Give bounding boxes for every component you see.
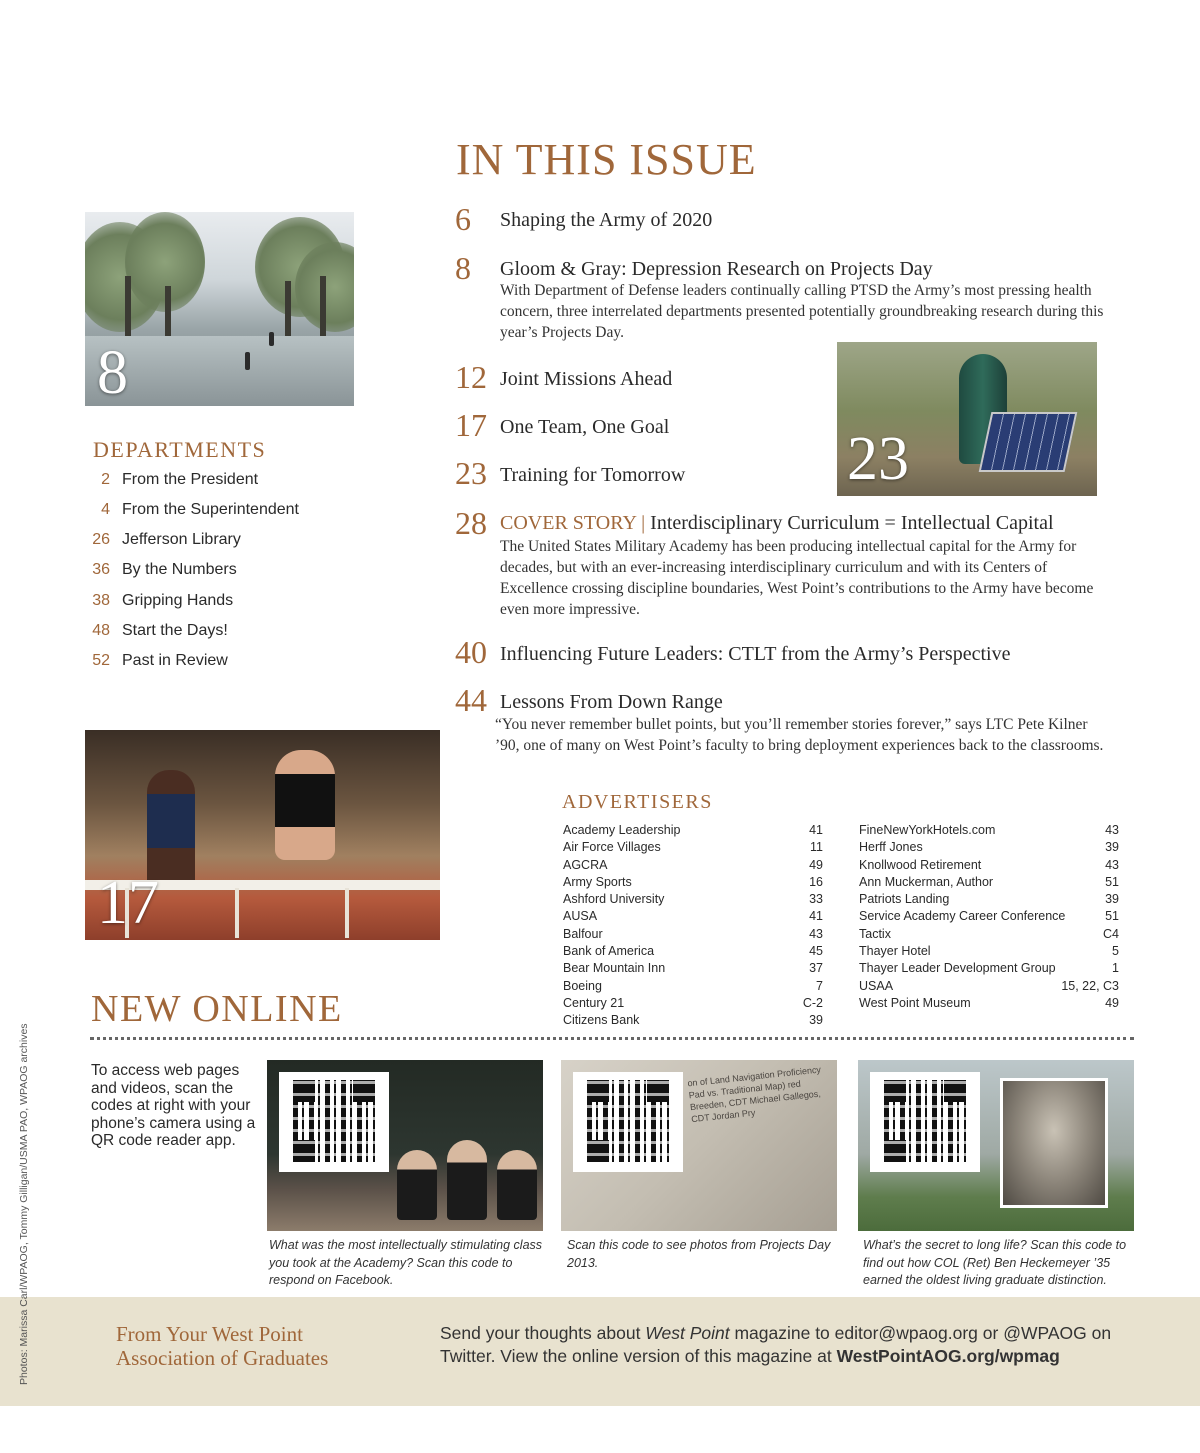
- department-label: Gripping Hands: [122, 592, 234, 609]
- advertiser-name: Boeing: [563, 978, 602, 993]
- qr-code-frame[interactable]: [573, 1072, 683, 1172]
- department-page: 38: [92, 592, 110, 609]
- story-item-cover[interactable]: [455, 507, 1115, 622]
- advertiser-name: Thayer Leader Development Group: [859, 961, 1056, 976]
- new-online-heading: NEW ONLINE: [91, 988, 343, 1030]
- advertiser-name: Army Sports: [563, 874, 632, 889]
- story-title: One Team, One Goal: [500, 416, 670, 438]
- footer-text: magazine to editor@wpaog.org or @WPAOG on Twitter. View the online version of this magazine at: [440, 1323, 1112, 1366]
- photo-page-number: 17: [97, 869, 159, 937]
- advertiser-name: Ann Muckerman, Author: [859, 874, 994, 889]
- advertiser-name: Bank of America: [563, 944, 655, 959]
- hurdle-leg: [345, 888, 349, 938]
- advertiser-page: 15, 22, C3: [1061, 978, 1119, 993]
- advertiser-row[interactable]: [859, 875, 1119, 892]
- advertiser-name: USAA: [859, 978, 894, 993]
- advertiser-row[interactable]: [563, 909, 823, 926]
- advertiser-name: Service Academy Career Conference: [859, 909, 1066, 924]
- advertiser-row[interactable]: [563, 892, 823, 909]
- advertiser-page: 49: [809, 857, 823, 872]
- story-title: Lessons From Down Range: [500, 691, 723, 713]
- story-title: Gloom & Gray: Depression Research on Projects Day: [500, 258, 933, 280]
- advertiser-row[interactable]: [563, 823, 823, 840]
- cadets-figure: [387, 1120, 537, 1220]
- story-page: 23: [455, 455, 487, 491]
- advertiser-row[interactable]: [859, 840, 1119, 857]
- advertiser-page: 33: [809, 892, 823, 907]
- photo-credit: Photos: Marissa Carl/WPAOG, Tommy Gilligan/USMA PAO, WPAOG archives: [18, 1023, 30, 1385]
- advertiser-row[interactable]: [859, 996, 1119, 1013]
- poster-text: on of Land Navigation Proficiency Pad vs. Traditional Map) red Breeden, CDT Michael Gallegos, CDT Jordan Pry: [686, 1064, 822, 1125]
- advertiser-page: 39: [809, 1013, 823, 1028]
- story-item[interactable]: [455, 409, 835, 449]
- photo-hurdlers: [85, 730, 440, 940]
- photo-solar-statue: [837, 342, 1097, 496]
- photo-page-number: 23: [847, 425, 909, 493]
- advertiser-name: Thayer Hotel: [859, 944, 931, 959]
- advertiser-name: Tactix: [859, 926, 891, 941]
- story-page: 8: [455, 250, 471, 286]
- advertiser-page: 37: [809, 961, 823, 976]
- advertiser-page: 43: [1105, 823, 1119, 837]
- advertiser-name: Ashford University: [563, 892, 665, 907]
- advertiser-page: 43: [1105, 857, 1119, 872]
- footer-url-link[interactable]: WestPointAOG.org/wpmag: [836, 1346, 1060, 1366]
- department-page: 26: [92, 531, 110, 548]
- department-label: From the President: [122, 471, 259, 488]
- advertiser-page: 7: [816, 978, 823, 993]
- qr-code-icon[interactable]: [884, 1080, 966, 1162]
- footer-line: Association of Graduates: [116, 1346, 329, 1370]
- department-item[interactable]: [85, 501, 345, 523]
- advertiser-name: Herff Jones: [859, 840, 923, 855]
- department-label: From the Superintendent: [122, 501, 299, 518]
- story-item[interactable]: [455, 457, 835, 497]
- department-page: 48: [92, 622, 110, 639]
- advertiser-page: 45: [809, 944, 823, 959]
- advertiser-row[interactable]: [859, 892, 1119, 909]
- advertiser-page: 5: [1112, 944, 1119, 959]
- advertiser-name: AUSA: [563, 909, 598, 924]
- story-title: Training for Tomorrow: [500, 464, 686, 486]
- department-item[interactable]: [85, 592, 345, 614]
- department-label: Start the Days!: [122, 622, 228, 639]
- qr-panel-heckemeyer[interactable]: [858, 1060, 1134, 1231]
- qr-caption: What was the most intellectually stimulating class you took at the Academy? Scan this code to respond on Facebook.: [269, 1238, 543, 1287]
- advertiser-row[interactable]: [563, 858, 823, 875]
- footer-association: [116, 1322, 328, 1370]
- department-item[interactable]: [85, 471, 345, 493]
- department-page: 52: [92, 652, 110, 669]
- photo-page-number: 8: [97, 339, 128, 406]
- advertiser-row[interactable]: [563, 996, 823, 1013]
- story-item[interactable]: [455, 252, 1115, 347]
- advertiser-row[interactable]: [563, 979, 823, 996]
- advertiser-row[interactable]: [563, 1013, 823, 1030]
- advertiser-row[interactable]: [859, 961, 1119, 978]
- advertisers-heading: ADVERTISERS: [562, 791, 713, 813]
- runner-army: [275, 750, 335, 860]
- advertiser-name: Patriots Landing: [859, 892, 950, 907]
- qr-caption: What’s the secret to long life? Scan this code to find out how COL (Ret) Ben Heckemeyer ’35 earned the oldest living graduate distinction.: [863, 1238, 1127, 1287]
- qr-code-icon[interactable]: [293, 1080, 375, 1162]
- department-page: 36: [92, 561, 110, 578]
- advertiser-name: Academy Leadership: [563, 823, 681, 837]
- advertiser-page: 41: [809, 909, 823, 924]
- advertiser-page: 1: [1112, 961, 1119, 976]
- advertiser-name: FineNewYorkHotels.com: [859, 823, 996, 837]
- new-online-intro: To access web pages and videos, scan the codes at right with your phone’s camera using a QR code reader app.: [91, 1062, 256, 1149]
- advertisers-list-right: [859, 823, 1119, 1013]
- footer-text: Send your thoughts about: [440, 1323, 646, 1343]
- walker: [269, 332, 274, 346]
- issue-title: IN THIS ISSUE: [456, 135, 757, 184]
- department-page: 4: [101, 501, 110, 518]
- advertiser-row[interactable]: [563, 944, 823, 961]
- advertiser-page: 39: [1105, 892, 1119, 907]
- qr-panel-projects-day[interactable]: [561, 1060, 837, 1231]
- advertiser-row[interactable]: [859, 927, 1119, 944]
- story-page: 17: [455, 407, 487, 443]
- departments-heading: DEPARTMENTS: [93, 437, 267, 462]
- story-item[interactable]: [455, 203, 1115, 243]
- solar-panel: [979, 412, 1078, 472]
- advertiser-name: Air Force Villages: [563, 840, 661, 855]
- story-title: Interdisciplinary Curriculum = Intellectual Capital: [650, 512, 1054, 534]
- story-item[interactable]: [455, 361, 835, 401]
- advertiser-row[interactable]: [859, 979, 1119, 996]
- advertiser-page: 49: [1105, 995, 1119, 1010]
- department-label: Past in Review: [122, 652, 228, 669]
- hurdle-leg: [235, 888, 239, 938]
- advertiser-page: 39: [1105, 840, 1119, 855]
- advertiser-row[interactable]: [563, 840, 823, 857]
- qr-code-icon[interactable]: [587, 1080, 669, 1162]
- story-page: 12: [455, 359, 487, 395]
- advertisers-list-left: [563, 823, 823, 1031]
- advertiser-name: AGCRA: [563, 857, 608, 872]
- advertiser-row[interactable]: [563, 927, 823, 944]
- qr-caption: Scan this code to see photos from Projects Day 2013.: [567, 1238, 831, 1270]
- portrait-photo: [1000, 1078, 1108, 1208]
- advertiser-name: Bear Mountain Inn: [563, 961, 666, 976]
- story-title: Shaping the Army of 2020: [500, 209, 713, 231]
- advertiser-page: 43: [809, 926, 823, 941]
- story-page: 6: [455, 201, 471, 237]
- advertiser-row[interactable]: [859, 858, 1119, 875]
- story-page: 44: [455, 682, 487, 718]
- advertiser-page: C-2: [802, 995, 823, 1010]
- cover-story-label: COVER STORY |: [500, 512, 646, 534]
- dotted-divider: [90, 1037, 1134, 1040]
- qr-code-frame[interactable]: [279, 1072, 389, 1172]
- advertiser-name: West Point Museum: [859, 995, 971, 1010]
- story-title: Influencing Future Leaders: CTLT from the Army’s Perspective: [500, 643, 1011, 665]
- advertiser-name: Knollwood Retirement: [859, 857, 982, 872]
- story-page: 40: [455, 634, 487, 670]
- advertiser-page: 41: [809, 823, 823, 837]
- department-label: Jefferson Library: [122, 531, 241, 548]
- advertiser-page: 16: [809, 874, 823, 889]
- advertiser-page: 51: [1105, 909, 1119, 924]
- department-item[interactable]: [85, 531, 345, 553]
- advertiser-row[interactable]: [563, 875, 823, 892]
- story-description: With Department of Defense leaders continually calling PTSD the Army’s most pressing health concern, three interrelated departments presented potentially groundbreaking research during this year’s Projects Day.: [500, 282, 1104, 341]
- advertiser-page: 11: [810, 840, 823, 855]
- story-description: “You never remember bullet points, but you’ll remember stories forever,” says LTC Pete Kilner ’90, one of many on West Point’s faculty to bring deployment experiences back to the classrooms.: [495, 716, 1104, 754]
- advertiser-page: C4: [1103, 926, 1119, 941]
- department-item[interactable]: [85, 622, 345, 644]
- photo-rainy-walkway: [85, 212, 354, 406]
- walker: [245, 352, 250, 370]
- advertiser-page: 51: [1105, 874, 1119, 889]
- advertiser-row[interactable]: [859, 944, 1119, 961]
- advertiser-name: Balfour: [563, 926, 603, 941]
- story-title: Joint Missions Ahead: [500, 368, 673, 390]
- department-label: By the Numbers: [122, 561, 237, 578]
- advertiser-name: Century 21: [563, 995, 625, 1010]
- magazine-name: West Point: [645, 1323, 730, 1343]
- qr-panel-classroom[interactable]: [267, 1060, 543, 1231]
- story-page: 28: [455, 505, 487, 541]
- qr-code-frame[interactable]: [870, 1072, 980, 1172]
- advertiser-row[interactable]: [859, 909, 1119, 926]
- footer-line: From Your West Point: [116, 1322, 303, 1346]
- advertiser-name: Citizens Bank: [563, 1013, 640, 1028]
- story-item[interactable]: [455, 636, 1115, 676]
- story-description: The United States Military Academy has been producing intellectual capital for the Army for decades, but with an ever-increasing interdisciplinary curriculum and with its Centers of Excellence crossing discipline boundaries, West Point’s contributions to the Army have become even more impressive.: [500, 538, 1094, 618]
- advertiser-row[interactable]: [859, 823, 1119, 840]
- department-item[interactable]: [85, 561, 345, 583]
- story-item[interactable]: [455, 684, 1115, 779]
- department-page: 2: [101, 471, 110, 488]
- department-item[interactable]: [85, 652, 345, 674]
- footer-feedback: [440, 1322, 1140, 1368]
- advertiser-row[interactable]: [563, 961, 823, 978]
